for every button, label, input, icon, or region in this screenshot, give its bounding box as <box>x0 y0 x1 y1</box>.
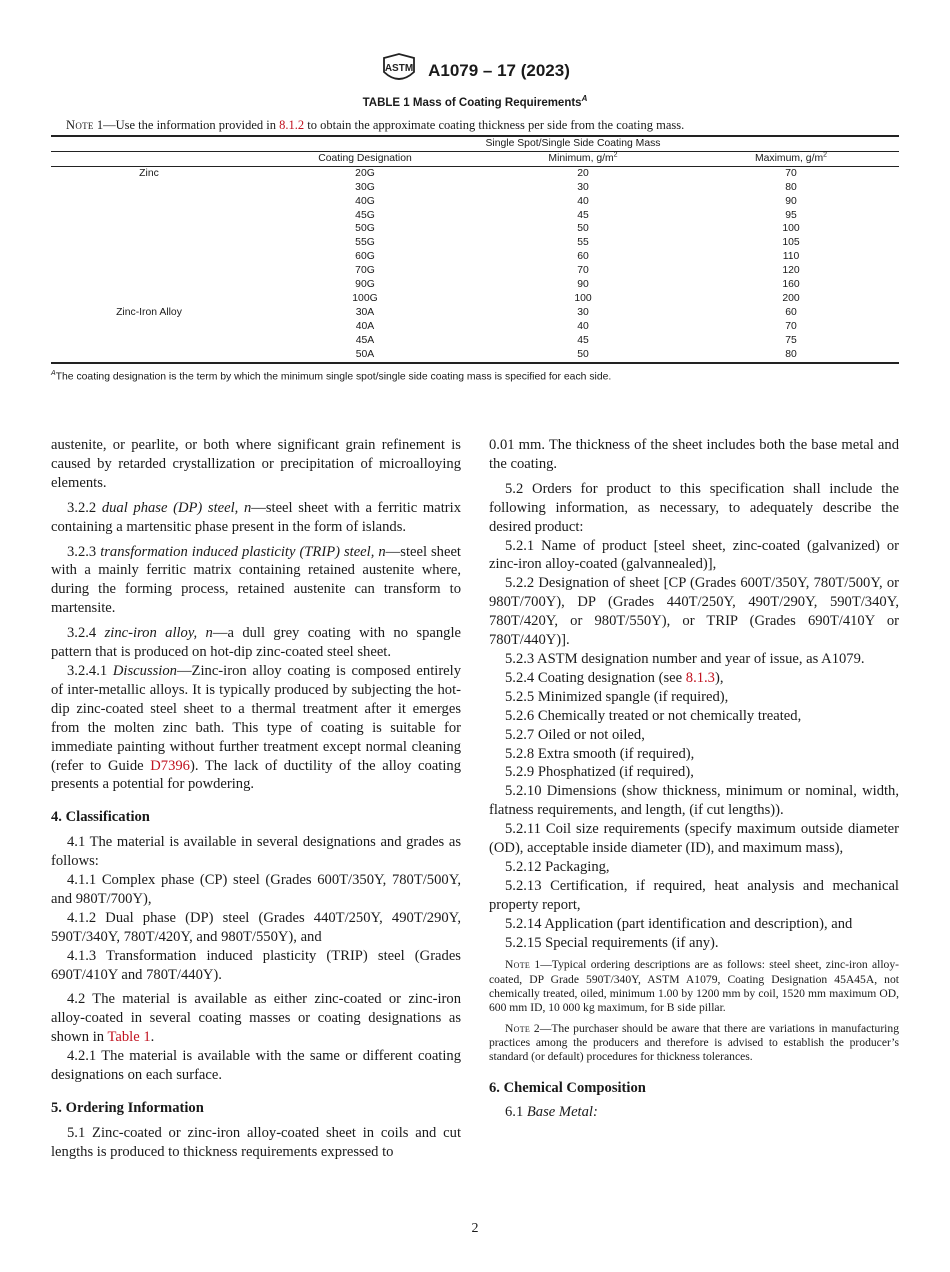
paragraph-5-2-7: 5.2.7 Oiled or not oiled, <box>505 726 645 743</box>
left-column <box>51 436 461 1162</box>
section-heading-classification: 4. Classification <box>51 809 150 826</box>
table-cell-min: 30 <box>577 306 589 318</box>
table-cell-min: 50 <box>577 223 589 235</box>
paragraph-5-2-1: 5.2.1 Name of product [steel sheet, zinc-coated (galvanized) or zinc-iron alloy-coated (galvannealed)], <box>489 537 899 573</box>
table-cell-min: 40 <box>577 320 589 332</box>
paragraph-5-2-13: 5.2.13 Certification, if required, heat analysis and mechanical property report, <box>489 877 899 913</box>
table-cell-designation: 30A <box>355 306 375 318</box>
table-cell-designation: 90G <box>355 279 375 291</box>
table-cell-designation: 55G <box>355 237 375 249</box>
table-cell-max: 100 <box>782 223 800 235</box>
ref-link-8-1-3[interactable]: 8.1.3 <box>685 669 715 686</box>
table-cell-min: 45 <box>577 209 589 221</box>
table-cell-group <box>51 181 247 195</box>
table-cell-group: Zinc <box>139 167 159 179</box>
table-note: Note 1—Use the information provided in 8.1.2 to obtain the approximate coating thickness per side from the coating mass. <box>66 118 685 132</box>
table-cell-max: 80 <box>683 348 899 363</box>
paragraph-3-2-4: 3.2.4 zinc-iron alloy, n—a dull grey coating with no spangle pattern that is produced on hot-dip zinc-coated steel sheet. <box>51 625 461 661</box>
table-row <box>51 306 899 320</box>
col-header-designation: Coating Designation <box>247 151 483 166</box>
table-cell-max: 95 <box>785 209 797 221</box>
table-cell-group <box>51 264 247 278</box>
paragraph-5-2-2: 5.2.2 Designation of sheet [CP (Grades 600T/350Y, 780T/500Y, or 980T/700Y), DP (Grades 440T/250Y, 490T/290Y, 590T/340Y, 780T/420Y, or 980T/550Y), or TRIP (Grades 690T/410Y or 780T/440Y)]. <box>489 575 899 649</box>
table-cell-min: 40 <box>577 195 589 207</box>
table-cell-group <box>51 250 247 264</box>
paragraph: 0.01 mm. The thickness of the sheet includes both the base metal and the coating. <box>489 437 899 472</box>
table-cell-max: 80 <box>785 181 797 193</box>
paragraph-5-2-3: 5.2.3 ASTM designation number and year of issue, as A1079. <box>505 650 865 667</box>
table-row <box>51 195 899 209</box>
table-cell-designation: 20G <box>355 167 375 179</box>
table-cell-designation: 70G <box>355 265 375 277</box>
table-cell-designation: 40G <box>355 195 375 207</box>
paragraph-5-2-10: 5.2.10 Dimensions (show thickness, minimum or nominal, width, flatness requirements, and length, (if cut lengths)). <box>489 783 899 819</box>
table-cell-max: 110 <box>782 251 800 263</box>
table-cell-max: 70 <box>785 167 797 179</box>
right-column <box>489 436 899 1122</box>
table-row <box>51 264 899 278</box>
paragraph-6-1: 6.1 Base Metal: <box>505 1104 598 1121</box>
astm-logo-icon <box>380 52 418 89</box>
note-1: Note 1—Typical ordering descriptions are as follows: steel sheet, zinc-iron alloy-coated, DP Grade 590T/340Y, ASTM A1079, Coating Designation 45A45A, not chemically treated, oiled, minimum 1.00 by 1200 mm by coil, 1520 mm maximum OD, 600 mm ID, 10 000 kg maximum, for B side pillar. <box>489 958 899 1015</box>
table-cell-group <box>51 348 247 363</box>
svg-text:ASTM: ASTM <box>384 63 414 74</box>
paragraph-5-2-8: 5.2.8 Extra smooth (if required), <box>505 745 695 762</box>
table-cell-max: 90 <box>785 195 797 207</box>
table-row <box>51 166 899 180</box>
note-2: Note 2—The purchaser should be aware that there are variations in manufacturing practices among the producers and therefore is advised to establish the producer’s standard (or default) procedures for thickness tolerances. <box>489 1021 899 1064</box>
table-footnote: $^A$The coating designation is the term by which the minimum single spot/single side coating mass is specified for each side. <box>51 370 612 383</box>
paragraph-5-1: 5.1 Zinc-coated or zinc-iron alloy-coated sheet in coils and cut lengths is produced to thickness requirements expressed to <box>51 1124 461 1160</box>
table-row <box>51 320 899 334</box>
table-cell-min: 20 <box>577 167 589 179</box>
table-cell-group <box>51 320 247 334</box>
section-heading-ordering-information: 5. Ordering Information <box>51 1100 204 1116</box>
table-cell-min: 100 <box>574 292 592 304</box>
document-id: A1079 – 17 (2023) <box>428 60 570 80</box>
table-cell-group <box>51 195 247 209</box>
table-cell-min: 70 <box>577 265 589 277</box>
section-heading-chemical-composition: 6. Chemical Composition <box>489 1079 646 1096</box>
table-cell-max: 160 <box>782 279 800 291</box>
table-cell-min: 90 <box>577 279 589 291</box>
paragraph-3-2-2: 3.2.2 dual phase (DP) steel, n—steel sheet with a ferritic matrix containing a martensitic phase present in the form of islands. <box>51 499 461 535</box>
paragraph-4-1: 4.1 The material is available in several designations and grades as follows: <box>51 834 461 870</box>
table-cell-min: 50 <box>483 348 683 363</box>
table-body <box>51 166 899 362</box>
table-cell-min: 45 <box>577 334 589 346</box>
table-cell-max: 60 <box>785 306 797 318</box>
table-cell-max: 75 <box>785 334 797 346</box>
paragraph-5-2-14: 5.2.14 Application (part identification and description), and <box>505 915 853 932</box>
col-header-minimum: Minimum, $g/m^2$ <box>483 151 683 166</box>
table-cell-group <box>51 292 247 306</box>
table-row <box>51 222 899 236</box>
paragraph-5-2: 5.2 Orders for product to this specification shall include the following information, as necessary, to adequately describe the desired product: <box>489 480 899 535</box>
table-row <box>51 292 899 306</box>
table-row <box>51 181 899 195</box>
table-cell-min: 55 <box>577 237 589 249</box>
table-cell-designation: 50G <box>355 223 375 235</box>
paragraph: austenite, or pearlite, or both where significant grain refinement is caused by retarded crystallization or precipitation of microalloying elements. <box>51 437 461 491</box>
table-cell-designation: 45A <box>355 334 375 346</box>
table-row <box>51 334 899 348</box>
paragraph-5-2-11: 5.2.11 Coil size requirements (specify maximum outside diameter (OD), acceptable inside diameter (ID), and maximum mass), <box>489 821 899 857</box>
paragraph-4-1-1: 4.1.1 Complex phase (CP) steel (Grades 600T/350Y, 780T/500Y, and 980T/700Y), <box>51 872 461 907</box>
table-cell-group <box>51 278 247 292</box>
table-row <box>51 278 899 292</box>
paragraph-5-2-15: 5.2.15 Special requirements (if any). <box>505 934 719 951</box>
paragraph-5-2-12: 5.2.12 Packaging, <box>505 858 610 875</box>
table-cell-designation: 30G <box>355 181 375 193</box>
paragraph-3-2-3: 3.2.3 transformation induced plasticity (TRIP) steel, n—steel sheet with a mainly ferritic matrix containing retained austenite where, during the forming process, retained austenite can transform to martensite. <box>51 543 461 617</box>
page-number: 2 <box>471 1221 479 1236</box>
table-cell-max: 105 <box>782 237 800 249</box>
table-cell-designation: 50A <box>247 348 483 363</box>
table-cell-group <box>51 334 247 348</box>
table-cell-group <box>51 222 247 236</box>
paragraph-4-2: 4.2 The material is available as either zinc-coated or zinc-iron alloy-coated in several coating masses or coating designations as shown in Table 1. <box>51 991 461 1046</box>
paragraph-4-1-3: 4.1.3 Transformation induced plasticity (TRIP) steel (Grades 690T/410Y and 780T/440Y). <box>51 947 461 983</box>
table-cell-max: 70 <box>785 320 797 332</box>
paragraph-5-2-5: 5.2.5 Minimized spangle (if required), <box>505 688 729 705</box>
ref-link-table-1[interactable]: Table 1 <box>107 1029 151 1046</box>
paragraph-4-1-2: 4.1.2 Dual phase (DP) steel (Grades 440T/250Y, 490T/290Y, 590T/340Y, 780T/420Y, and 980T/550Y), and <box>51 909 461 945</box>
table-cell-designation: 40A <box>355 320 375 332</box>
paragraph-5-2-9: 5.2.9 Phosphatized (if required), <box>505 764 694 781</box>
table-cell-designation: 60G <box>355 251 375 263</box>
table-cell-designation: 45G <box>355 209 375 221</box>
table-row <box>51 209 899 223</box>
table-cell-designation: 100G <box>352 292 378 304</box>
ref-link-d7396[interactable]: D7396 <box>150 757 190 774</box>
coating-mass-table <box>51 135 899 364</box>
table-cell-max: 120 <box>782 265 800 277</box>
table-cell-min: 30 <box>577 181 589 193</box>
document-header <box>0 52 950 86</box>
table-row <box>51 236 899 250</box>
table-title: TABLE 1 Mass of Coating Requirements$^A$ <box>362 94 588 109</box>
paragraph-5-2-6: 5.2.6 Chemically treated or not chemically treated, <box>505 707 802 724</box>
paragraph-3-2-4-1: 3.2.4.1 Discussion—Zinc-iron alloy coating is composed entirely of inter-metallic alloys. It is typically produced by subjecting the hot-dip zinc-coated steel sheet to a thermal treatment after it emerges from the molten zinc bath. This type of coating is suitable for immediate painting without further treatment except normal cleaning (refer to Guide D7396). The lack of ductility of the alloy coating presents a potential for powdering. <box>51 662 462 793</box>
table-cell-min: 60 <box>577 251 589 263</box>
paragraph-4-2-1: 4.2.1 The material is available with the same or different coating designations on each surface. <box>51 1048 461 1084</box>
table-cell-group <box>51 236 247 250</box>
col-header-maximum: Maximum, $g/m^2$ <box>683 151 899 166</box>
table-span-header: Single Spot/Single Side Coating Mass <box>247 136 899 151</box>
paragraph-5-2-4: 5.2.4 Coating designation (see 8.1.3), <box>505 669 724 686</box>
table-row <box>51 348 899 363</box>
ref-link-8-1-2[interactable]: 8.1.2 <box>279 118 305 132</box>
table-cell-group: Zinc-Iron Alloy <box>116 306 182 318</box>
table-cell-group <box>51 209 247 223</box>
table-row <box>51 250 899 264</box>
table-cell-max: 200 <box>782 292 800 304</box>
